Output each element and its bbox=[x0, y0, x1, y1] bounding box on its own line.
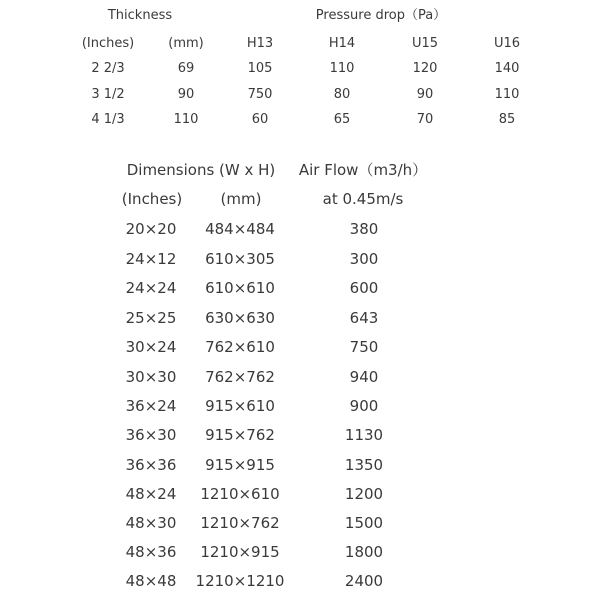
col-header-h14: H14 bbox=[328, 36, 356, 51]
cell-inches: 3 1/2 bbox=[91, 87, 125, 102]
cell-mm: 69 bbox=[177, 61, 195, 76]
cell-inches: 20×20 bbox=[125, 220, 177, 238]
cell-inches: 48×24 bbox=[125, 485, 177, 503]
cell-inches: 48×48 bbox=[125, 572, 177, 590]
cell-airflow: 1500 bbox=[344, 514, 384, 532]
cell-h14: 80 bbox=[333, 87, 351, 102]
cell-u15: 90 bbox=[416, 87, 434, 102]
cell-h13: 60 bbox=[251, 112, 269, 127]
col-header-u15: U15 bbox=[411, 36, 439, 51]
cell-h13: 750 bbox=[247, 87, 273, 102]
sub-header-inches: (Inches) bbox=[121, 190, 183, 208]
cell-mm: 110 bbox=[173, 112, 199, 127]
thickness-header: Thickness bbox=[107, 8, 173, 23]
cell-mm: 90 bbox=[177, 87, 195, 102]
cell-airflow: 1800 bbox=[344, 543, 384, 561]
cell-mm: 610×610 bbox=[205, 279, 275, 297]
sub-header-mm: (mm) bbox=[220, 190, 262, 208]
cell-u15: 120 bbox=[412, 61, 438, 76]
cell-airflow: 750 bbox=[349, 338, 379, 356]
cell-u15: 70 bbox=[416, 112, 434, 127]
cell-mm: 915×915 bbox=[205, 456, 275, 474]
cell-mm: 915×762 bbox=[205, 426, 275, 444]
cell-u16: 85 bbox=[498, 112, 516, 127]
cell-mm: 762×610 bbox=[205, 338, 275, 356]
cell-inches: 4 1/3 bbox=[91, 112, 125, 127]
cell-airflow: 1350 bbox=[344, 456, 384, 474]
cell-mm: 1210×1210 bbox=[195, 572, 285, 590]
cell-airflow: 2400 bbox=[344, 572, 384, 590]
cell-mm: 1210×762 bbox=[200, 514, 280, 532]
cell-inches: 48×30 bbox=[125, 514, 177, 532]
cell-inches: 2 2/3 bbox=[91, 61, 125, 76]
cell-airflow: 940 bbox=[349, 368, 379, 386]
cell-inches: 36×36 bbox=[125, 456, 177, 474]
pressure-drop-header: Pressure drop（Pa） bbox=[315, 8, 447, 23]
cell-mm: 610×305 bbox=[205, 250, 275, 268]
cell-airflow: 600 bbox=[349, 279, 379, 297]
cell-inches: 24×12 bbox=[125, 250, 177, 268]
dimensions-header: Dimensions (W x H) bbox=[126, 161, 276, 179]
sub-header-speed: at 0.45m/s bbox=[322, 190, 404, 208]
cell-airflow: 300 bbox=[349, 250, 379, 268]
cell-mm: 1210×915 bbox=[200, 543, 280, 561]
cell-u16: 110 bbox=[494, 87, 520, 102]
col-header-inches: (Inches) bbox=[81, 36, 135, 51]
cell-airflow: 643 bbox=[349, 309, 379, 327]
cell-h13: 105 bbox=[247, 61, 273, 76]
cell-mm: 484×484 bbox=[205, 220, 275, 238]
cell-u16: 140 bbox=[494, 61, 520, 76]
cell-mm: 762×762 bbox=[205, 368, 275, 386]
cell-mm: 915×610 bbox=[205, 397, 275, 415]
col-header-u16: U16 bbox=[493, 36, 521, 51]
airflow-header: Air Flow（m3/h） bbox=[298, 161, 428, 179]
cell-airflow: 1200 bbox=[344, 485, 384, 503]
cell-mm: 1210×610 bbox=[200, 485, 280, 503]
col-header-h13: H13 bbox=[246, 36, 274, 51]
cell-inches: 48×36 bbox=[125, 543, 177, 561]
cell-airflow: 900 bbox=[349, 397, 379, 415]
cell-inches: 30×30 bbox=[125, 368, 177, 386]
cell-inches: 25×25 bbox=[125, 309, 177, 327]
cell-airflow: 1130 bbox=[344, 426, 384, 444]
cell-inches: 36×24 bbox=[125, 397, 177, 415]
cell-airflow: 380 bbox=[349, 220, 379, 238]
col-header-mm: (mm) bbox=[168, 36, 204, 51]
cell-h14: 110 bbox=[329, 61, 355, 76]
cell-h14: 65 bbox=[333, 112, 351, 127]
cell-mm: 630×630 bbox=[205, 309, 275, 327]
cell-inches: 36×30 bbox=[125, 426, 177, 444]
cell-inches: 24×24 bbox=[125, 279, 177, 297]
cell-inches: 30×24 bbox=[125, 338, 177, 356]
